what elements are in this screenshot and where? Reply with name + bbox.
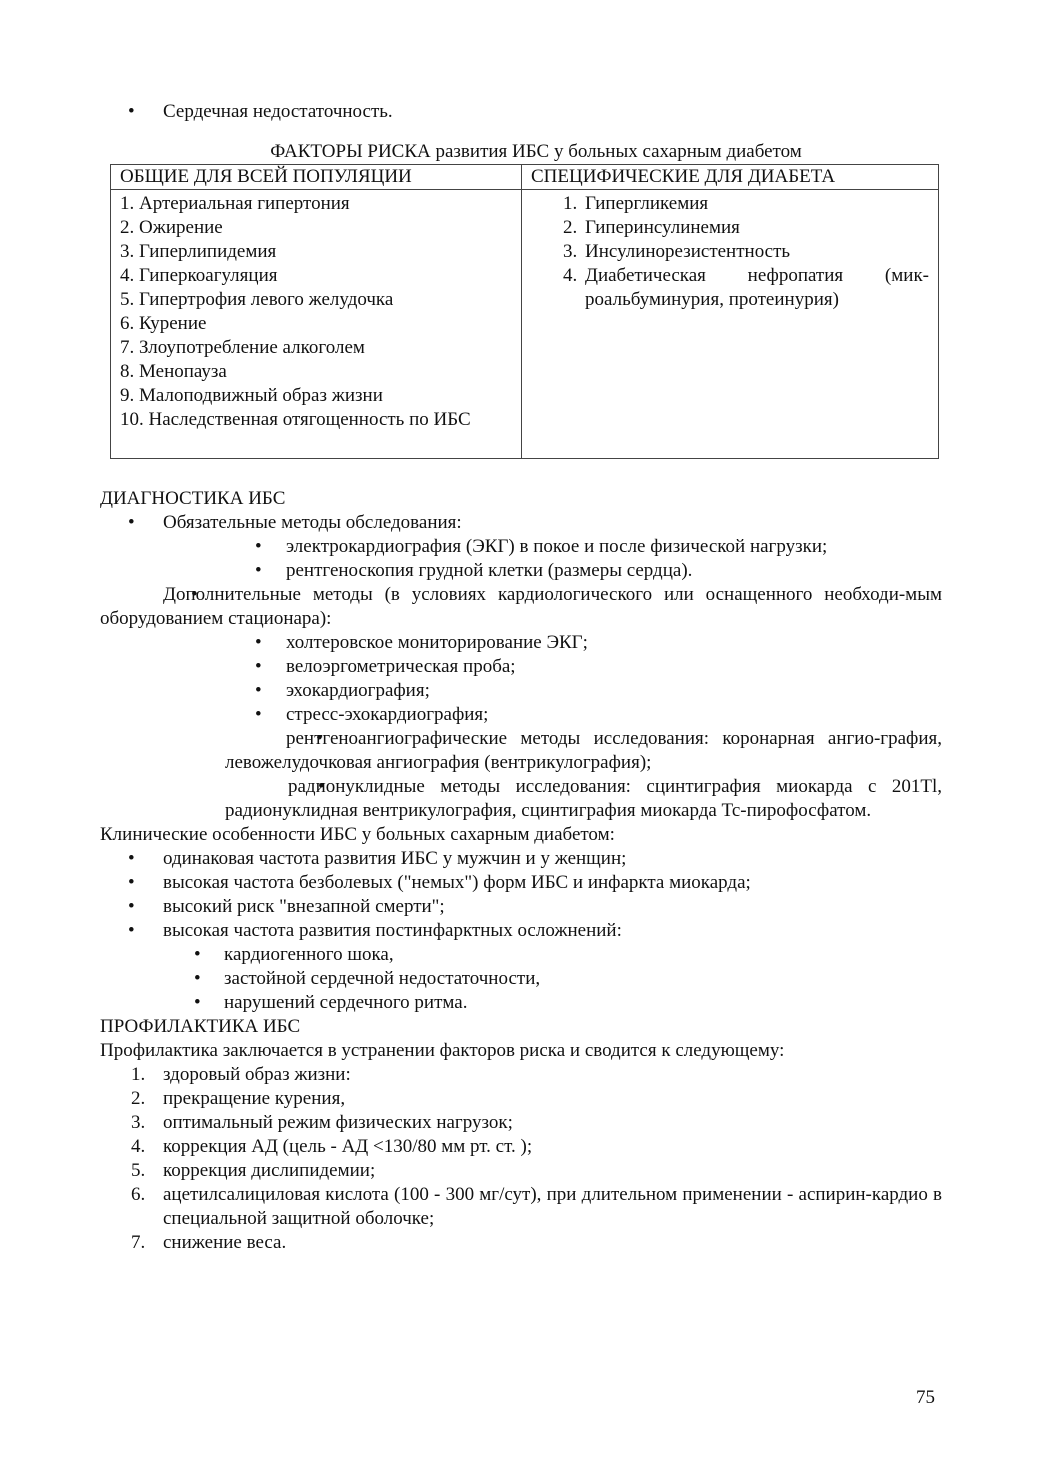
item-number: 2. [131,1088,146,1109]
item-text: коррекция АД (цель - АД <130/80 мм рт. ст. ); [163,1136,533,1157]
list-item: • высокая частота развития постинфарктных осложнений: [100,919,942,943]
list-item: 8. Менопауза [120,361,227,382]
list-item: • холтеровское мониторирование ЭКГ; [100,631,942,655]
list-item: • высокий риск "внезапной смерти"; [100,895,942,919]
clinical-heading: Клинические особенности ИБС у больных сахарным диабетом: [100,824,615,845]
list-item: • велоэргометрическая проба; [100,655,942,679]
list-item: • одинаковая частота развития ИБС у мужчин и у женщин; [100,847,942,871]
item-text: Гипергликемия [585,193,709,214]
list-item: • рентгеноангиографические методы исследования: коронарная ангио-графия, левожелудочковая ангиография (вентрикулография); [100,727,942,775]
list-item: • эхокардиография; [100,679,942,703]
list-item: • стресс-эхокардиография; [100,703,942,727]
list-item [100,1159,942,1183]
item-text: здоровый образ жизни: [163,1064,351,1085]
item-text: снижение веса. [163,1232,287,1253]
item-number: 7. [131,1232,146,1253]
list-item: 6. Курение [120,313,207,334]
item-number: 5. [131,1160,146,1181]
item-text: оптимальный режим физических нагрузок; [163,1112,513,1133]
list-item: 10. Наследственная отягощенность по ИБС [120,409,471,430]
col1-cell [111,190,522,459]
item-text: прекращение курения, [163,1088,346,1109]
col1-header: ОБЩИЕ ДЛЯ ВСЕЙ ПОПУЛЯЦИИ [111,165,522,190]
list-item: • радионуклидные методы исследования: сцинтиграфия миокарда с 201Tl, радионуклидная вентрикулография, сцинтиграфия миокарда Tc-пирофосфатом. [100,775,942,823]
item-text: Гиперинсулинемия [585,217,740,238]
list-item [531,264,929,312]
list-item: • электрокардиография (ЭКГ) в покое и после физической нагрузки; [100,535,942,559]
list-item: • рентгеноскопия грудной клетки (размеры сердца). [100,559,942,583]
list-item: 2. Ожирение [120,217,223,238]
item-number: 3. [131,1112,146,1133]
list-item: • застойной сердечной недостаточности, [100,967,942,991]
document-page [100,100,942,1255]
prophylaxis-intro: Профилактика заключается в устранении факторов риска и сводится к следующему: [100,1040,785,1061]
intro-bullet: • Сердечная недостаточность. [100,100,942,124]
list-item [100,1111,942,1135]
list-item [100,1087,942,1111]
diagnostics-heading: ДИАГНОСТИКА ИБС [100,488,286,509]
col2-cell [522,190,939,459]
list-item: 5. Гипертрофия левого желудочка [120,289,394,310]
table-header-row [111,165,939,190]
list-item [531,240,929,264]
item-number: 3. [563,241,578,262]
item-number: 4. [131,1136,146,1157]
list-item: • высокая частота безболевых ("немых") форм ИБС и инфаркта миокарда; [100,871,942,895]
list-item: • нарушений сердечного ритма. [100,991,942,1015]
table-body-row [111,190,939,459]
list-item [100,1183,942,1231]
item-text: Инсулинорезистентность [585,241,791,262]
risk-factors-table [110,164,939,459]
item-text: Диабетическая нефропатия (мик-роальбуминурия, протеинурия) [585,265,929,310]
list-item [100,1063,942,1087]
item-number: 2. [563,217,578,238]
page-number: 75 [916,1387,935,1408]
list-item: 4. Гиперкоагуляция [120,265,278,286]
additional-methods-label: • Дополнительные методы (в условиях кардиологического или оснащенного необходи-мым оборудованием стационара): [100,583,942,631]
item-number: 6. [131,1184,146,1205]
mandatory-methods-label: • Обязательные методы обследования: [100,511,942,535]
list-item [100,1135,942,1159]
list-item: 7. Злоупотребление алкоголем [120,337,365,358]
list-item [531,216,929,240]
item-text: ацетилсалициловая кислота (100 - 300 мг/сут), при длительном применении - аспирин-кардио в специальной защитной оболочке; [163,1184,942,1229]
item-text: коррекция дислипидемии; [163,1160,376,1181]
item-number: 1. [131,1064,146,1085]
list-item: • кардиогенного шока, [100,943,942,967]
list-item: 1. Артериальная гипертония [120,193,350,214]
item-number: 1. [563,193,578,214]
list-item [531,192,929,216]
list-item: 9. Малоподвижный образ жизни [120,385,383,406]
col2-header: СПЕЦИФИЧЕСКИЕ ДЛЯ ДИАБЕТА [522,165,939,190]
table-caption: ФАКТОРЫ РИСКА развития ИБС у больных сахарным диабетом [270,141,802,162]
prophylaxis-heading: ПРОФИЛАКТИКА ИБС [100,1016,301,1037]
list-item [100,1231,942,1255]
item-number: 4. [563,265,578,286]
list-item: 3. Гиперлипидемия [120,241,277,262]
